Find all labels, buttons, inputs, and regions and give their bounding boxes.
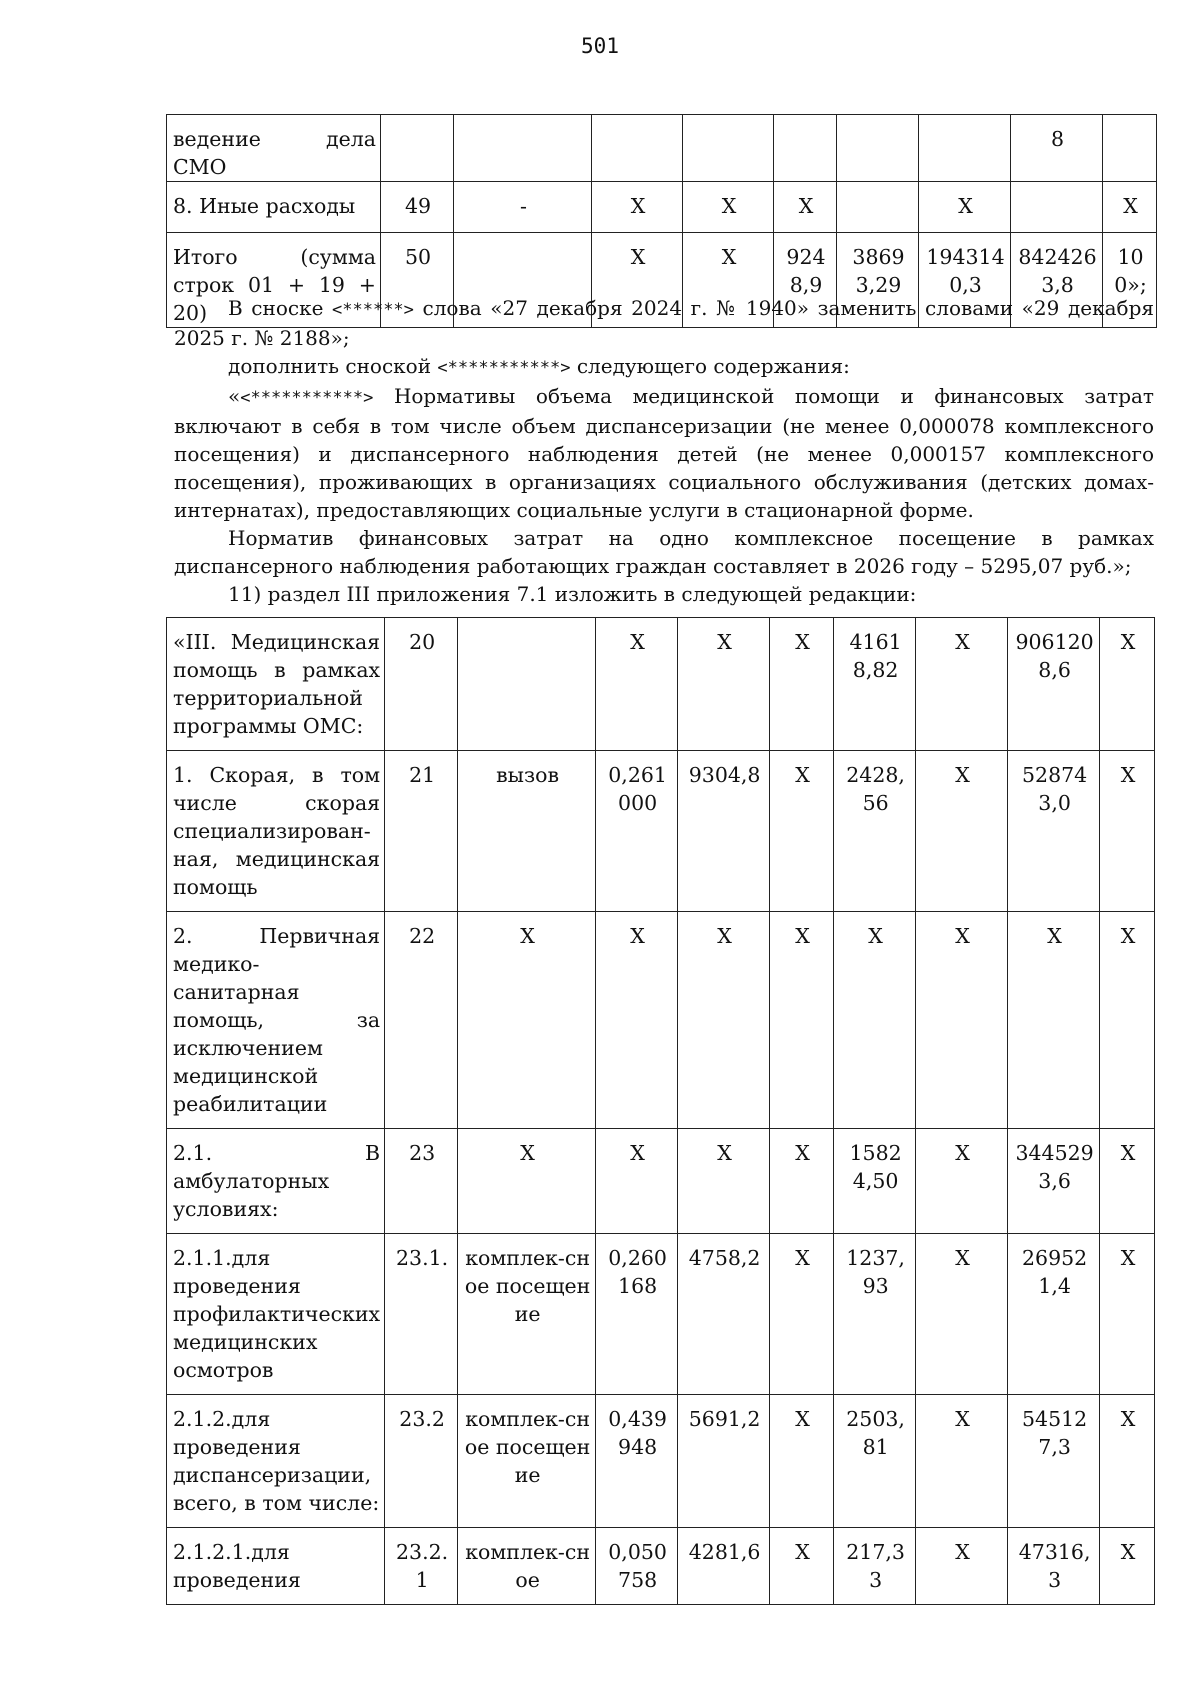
table-cell: 4758,2 <box>678 1234 770 1395</box>
table-cell: X <box>770 912 834 1129</box>
text-run: « <box>228 384 241 408</box>
table-cell: X <box>916 751 1008 912</box>
paragraph-footnote-content <box>174 382 1154 524</box>
table-cell <box>774 115 837 182</box>
table-cell: 49 <box>381 182 454 233</box>
table-cell <box>1103 115 1157 182</box>
row-label: 2. Первичная медико-санитарная помощь, за исключением медицинской реабилитации <box>167 912 385 1129</box>
paragraph-footnote-add <box>174 352 1154 382</box>
table-cell: 4281,6 <box>678 1528 770 1605</box>
row-label: 1. Скорая, в том числе скорая специализирован-ная, медицинская помощь <box>167 751 385 912</box>
table-row <box>167 1528 1155 1605</box>
table-cell: 9304,8 <box>678 751 770 912</box>
table-cell <box>592 115 683 182</box>
table-cell: X <box>1008 912 1100 1129</box>
table-cell: X <box>678 1129 770 1234</box>
table-cell: - <box>454 182 592 233</box>
table-cell: X <box>683 233 774 328</box>
table-cell: 20 <box>385 618 458 751</box>
row-label: «III. Медицинская помощь в рамках территориальной программы ОМС: <box>167 618 385 751</box>
table-cell: X <box>770 618 834 751</box>
table-cell: X <box>916 1395 1008 1528</box>
table-cell: X <box>1100 912 1155 1129</box>
table-cell: X <box>770 1395 834 1528</box>
table-cell: 41618,82 <box>834 618 916 751</box>
table-row <box>167 618 1155 751</box>
table-cell: 8424263,8 <box>1011 233 1103 328</box>
row-label: 2.1.2.1.для проведения <box>167 1528 385 1605</box>
row-label: 2.1.1.для проведения профилактических медицинских осмотров <box>167 1234 385 1395</box>
table-cell: X <box>596 1129 678 1234</box>
table-cell: 15824,50 <box>834 1129 916 1234</box>
table-cell: X <box>770 1234 834 1395</box>
table-cell <box>454 115 592 182</box>
table-cell: X <box>592 233 683 328</box>
text-run: В сноске <box>228 296 333 320</box>
table-cell: X <box>596 618 678 751</box>
footnote-mark: <***********> <box>437 358 571 378</box>
table-cell: X <box>1100 751 1155 912</box>
table-cell: X <box>678 912 770 1129</box>
table-cell: X <box>834 912 916 1129</box>
table-cell: 9248,9 <box>774 233 837 328</box>
row-label: 8. Иные расходы <box>167 182 381 233</box>
table-cell <box>837 115 919 182</box>
paragraph-norm: Норматив финансовых затрат на одно комплексное посещение в рамках диспансерного наблюдения работающих граждан составляет в 2026 году – 5295,07 руб.»; <box>174 526 1154 578</box>
table-cell: 1943140,3 <box>919 233 1011 328</box>
footnote-mark: <***********> <box>240 388 374 408</box>
table-cell: 2428,56 <box>834 751 916 912</box>
table-row <box>167 1234 1155 1395</box>
table-cell: X <box>1100 1129 1155 1234</box>
table-cell: 22 <box>385 912 458 1129</box>
table-cell: X <box>1100 1395 1155 1528</box>
table-cell: 269521,4 <box>1008 1234 1100 1395</box>
row-label: Итого (сумма строк 01 + 19 + 20) <box>167 233 381 328</box>
table-cell: 0,439948 <box>596 1395 678 1528</box>
table-cell: X <box>678 618 770 751</box>
table-cell: комплек-сное посещение <box>458 1234 596 1395</box>
table-cell: X <box>1100 1234 1155 1395</box>
table-cell <box>837 182 919 233</box>
table-cell <box>683 115 774 182</box>
table-cell: 50 <box>381 233 454 328</box>
table-cell: 0,261000 <box>596 751 678 912</box>
table-cell <box>381 115 454 182</box>
table-cell: 8 <box>1011 115 1103 182</box>
table-cell: X <box>916 1234 1008 1395</box>
table-row <box>167 182 1157 233</box>
text-run: Нормативы объема медицинской помощи и финансовых затрат включают в себя в том числе объем диспансеризации (не менее 0,000078 комплексного посещения) и диспансерного наблюдения детей (не менее 0,000157 комплексного посещения), проживающих в организациях социального обслуживания (детских домах-интернатах), предоставляющих социальные услуги в стационарной форме. <box>174 384 1154 522</box>
section-iii-table <box>166 617 1155 1605</box>
table-cell: X <box>770 1528 834 1605</box>
table-cell: X <box>592 182 683 233</box>
table-cell: 100»; <box>1103 233 1157 328</box>
table-cell: X <box>774 182 837 233</box>
table-cell: X <box>919 182 1011 233</box>
table-cell: X <box>1103 182 1157 233</box>
table-cell <box>458 618 596 751</box>
table-cell: 528743,0 <box>1008 751 1100 912</box>
table-cell: 0,260168 <box>596 1234 678 1395</box>
paragraph-section-heading: 11) раздел III приложения 7.1 изложить в следующей редакции: <box>228 582 917 606</box>
table-cell: X <box>916 618 1008 751</box>
table-cell: 23.2.1 <box>385 1528 458 1605</box>
paragraph-footnote-replace <box>174 294 1154 352</box>
table-cell: 2503,81 <box>834 1395 916 1528</box>
table-cell: 23.1. <box>385 1234 458 1395</box>
table-cell: 21 <box>385 751 458 912</box>
table-cell: 1237,93 <box>834 1234 916 1395</box>
table-cell: X <box>683 182 774 233</box>
table-cell: X <box>596 912 678 1129</box>
table-cell: X <box>916 912 1008 1129</box>
table-row <box>167 912 1155 1129</box>
table-cell: X <box>916 1129 1008 1234</box>
table-cell: X <box>1100 1528 1155 1605</box>
table-cell: 38693,29 <box>837 233 919 328</box>
table-row <box>167 1129 1155 1234</box>
table-cell: X <box>916 1528 1008 1605</box>
table-cell <box>1011 182 1103 233</box>
amendment-text <box>174 294 1154 608</box>
table-cell: X <box>770 1129 834 1234</box>
footnote-mark: <******> <box>332 300 414 320</box>
table-cell: 23 <box>385 1129 458 1234</box>
table-row <box>167 115 1157 182</box>
table-cell: 9061208,6 <box>1008 618 1100 751</box>
table-cell: X <box>770 751 834 912</box>
table-cell <box>919 115 1011 182</box>
row-label: 2.1. В амбулаторных условиях: <box>167 1129 385 1234</box>
row-label: 2.1.2.для проведения диспансеризации, всего, в том числе: <box>167 1395 385 1528</box>
text-run: дополнить сноской <box>228 354 438 378</box>
table-cell: 47316,3 <box>1008 1528 1100 1605</box>
table-cell: 0,050758 <box>596 1528 678 1605</box>
table-cell: 23.2 <box>385 1395 458 1528</box>
table-cell: 3445293,6 <box>1008 1129 1100 1234</box>
text-run: следующего содержания: <box>570 354 850 378</box>
table-cell: X <box>1100 618 1155 751</box>
row-label: ведение дела СМО <box>167 115 381 182</box>
table-cell: комплек-сное посещение <box>458 1395 596 1528</box>
table-cell: 5691,2 <box>678 1395 770 1528</box>
text-run: слова «27 декабря 2024 г. № 1940» заменить словами «29 декабря 2025 г. № 2188»; <box>174 296 1154 350</box>
table-cell: X <box>458 912 596 1129</box>
table-cell: 217,33 <box>834 1528 916 1605</box>
table-cell: вызов <box>458 751 596 912</box>
table-cell: 545127,3 <box>1008 1395 1100 1528</box>
table-row <box>167 751 1155 912</box>
page-number: 501 <box>581 34 619 58</box>
table-row <box>167 1395 1155 1528</box>
table-cell: X <box>458 1129 596 1234</box>
table-cell: комплек-сное <box>458 1528 596 1605</box>
